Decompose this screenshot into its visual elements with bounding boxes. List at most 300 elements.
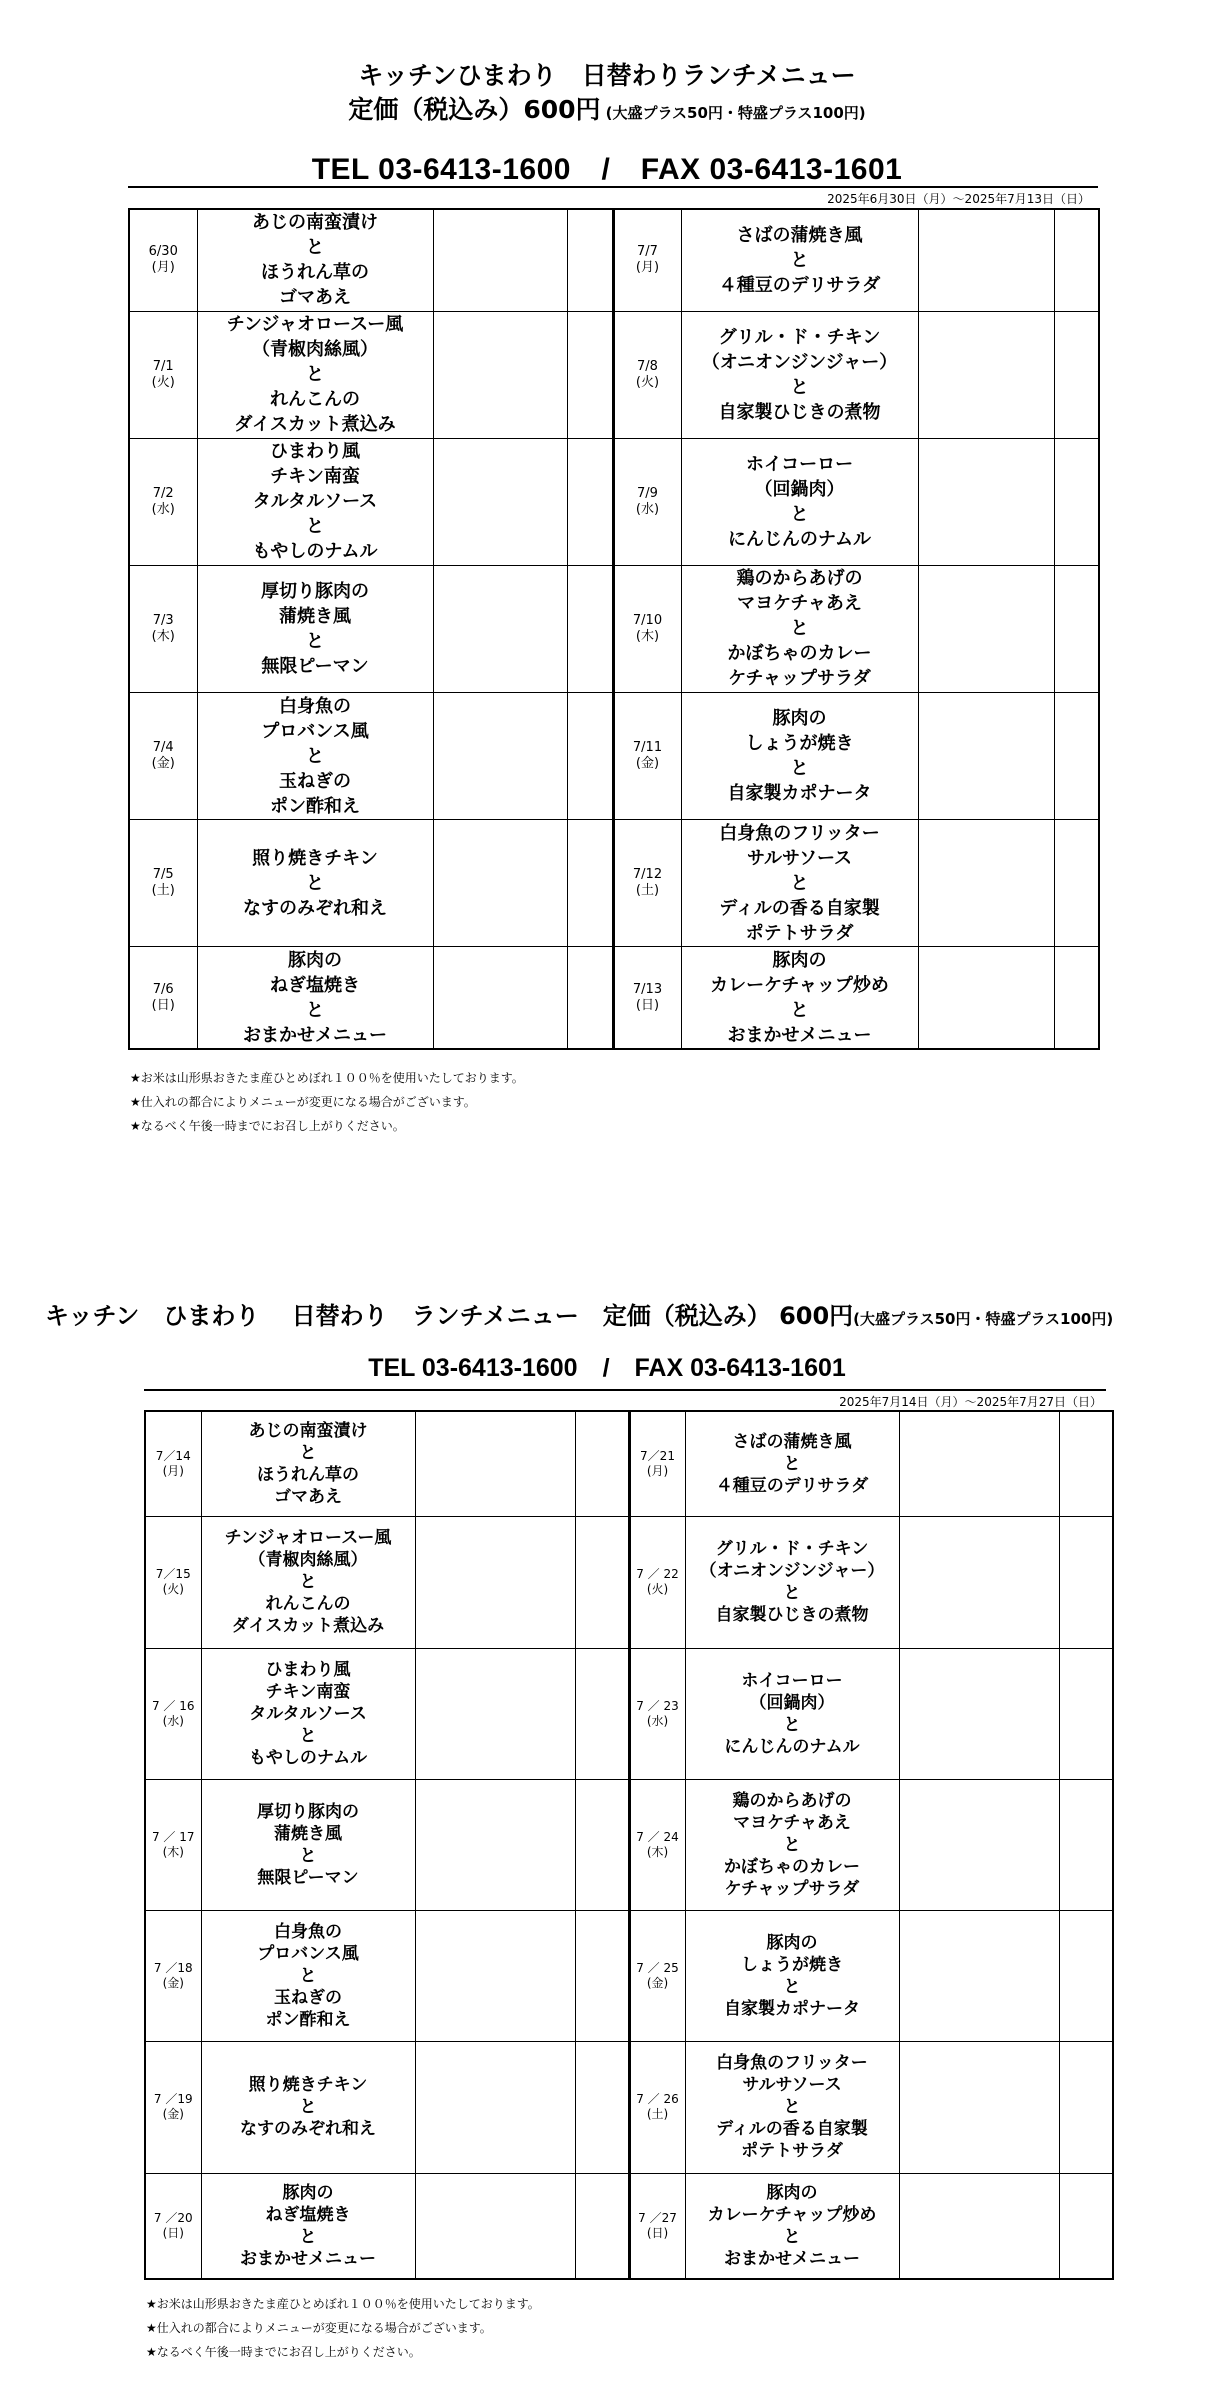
dish-line: と (306, 999, 324, 1021)
menu-row (145, 1779, 1113, 1910)
dish-line: 白身魚の (274, 1922, 342, 1943)
blank-cell (415, 1779, 575, 1910)
blank-cell (433, 947, 567, 1049)
date-label: 7/10 (632, 612, 663, 628)
weekday-label: (日) (635, 997, 660, 1013)
dish-line: おまかせメニュー (727, 1024, 872, 1046)
dish-cell (681, 438, 918, 565)
date-label: 7/2 (152, 485, 174, 501)
dish-line: かぼちゃのカレー (724, 1856, 860, 1877)
dish-line: もやしのナムル (248, 1747, 368, 1768)
dish-line: なすのみぞれ和え (240, 2119, 376, 2140)
dish-line: （オニオンジンジャー） (699, 1561, 885, 1582)
blank-cell (415, 1648, 575, 1779)
dish-cell (681, 947, 918, 1049)
menu-row (129, 565, 1099, 692)
weekday-label: (日) (646, 2225, 669, 2240)
date-cell (629, 1517, 685, 1648)
dish-line: と (299, 1845, 317, 1866)
dish-line: 豚肉の (288, 949, 342, 971)
dish-line: ホイコーロー (745, 453, 854, 475)
weekday-label: (水) (151, 501, 175, 517)
blank-cell (433, 311, 567, 438)
blank-cell (899, 1911, 1059, 2042)
date-label: 6/30 (148, 244, 178, 260)
menu2-tel: TEL 03-6413-1600 / FAX 03-6413-1601 (368, 1354, 846, 1382)
date-cell (129, 947, 197, 1049)
dish-cell (197, 947, 433, 1049)
dish-line: サルサソース (742, 2075, 842, 2096)
date-label: 7／15 (155, 1567, 191, 1582)
menu2-table (144, 1410, 1114, 2280)
dish-line: と (299, 2097, 317, 2118)
dish-line: 豚肉の (772, 949, 827, 971)
dish-line: ひまわり風 (270, 441, 360, 463)
date-cell (629, 1911, 685, 2042)
menu1-note: ★なるべく午後一時までにお召し上がりください。 (130, 1119, 405, 1133)
dish-line: 自家製ひじきの煮物 (715, 1605, 869, 1626)
blank-cell (918, 209, 1054, 311)
date-label: 7 ／ 22 (636, 1567, 679, 1582)
dish-cell (201, 1411, 415, 1517)
blank-cell (567, 209, 613, 311)
dish-line: と (299, 1443, 317, 1464)
menu1-notes (130, 1066, 524, 1138)
date-label: 7/5 (152, 867, 174, 883)
menu2-note: ★お米は山形県おきたま産ひとめぼれ１００％を使用いたしております。 (146, 2297, 540, 2311)
dish-line: あじの南蛮漬け (248, 1421, 368, 1442)
date-cell (613, 438, 681, 565)
date-label: 7 ／ 16 (151, 1698, 195, 1713)
menu2-title: キッチン ひまわり 日替わり ランチメニュー 定価（税込み） 600円 (45, 1302, 854, 1330)
dish-line: と (306, 630, 324, 652)
dish-line: ひまわり風 (265, 1659, 351, 1680)
dish-line: 豚肉の (282, 2182, 334, 2203)
dish-line: 玉ねぎの (279, 770, 351, 792)
weekday-label: (土) (635, 883, 660, 899)
dish-cell (201, 2173, 415, 2279)
blank-cell (567, 565, 613, 692)
dish-cell (201, 1517, 415, 1648)
dish-line: と (783, 1714, 801, 1735)
dish-line: 玉ねぎの (274, 1988, 342, 2009)
dish-line: と (306, 745, 324, 767)
menu2-note: ★なるべく午後一時までにお召し上がりください。 (146, 2345, 421, 2359)
date-cell (629, 2173, 685, 2279)
menu-row (145, 1517, 1113, 1648)
weekday-label: (木) (151, 628, 175, 644)
date-label: 7/1 (152, 358, 174, 374)
menu1-title: キッチンひまわり 日替わりランチメニュー (358, 61, 856, 90)
blank-cell (918, 438, 1054, 565)
menu-row (129, 209, 1099, 311)
dish-line: 無限ピーマン (261, 655, 369, 677)
menu-row (145, 2042, 1113, 2173)
dish-line: 白身魚のフリッター (719, 822, 880, 844)
dish-cell (685, 1411, 899, 1517)
dish-line: あじの南蛮漬け (252, 212, 378, 234)
dish-line: チンジャオロースー風 (224, 1528, 392, 1549)
dish-line: おまかせメニュー (240, 2248, 376, 2269)
dish-line: 豚肉の (766, 2182, 818, 2203)
dish-line: ほうれん草の (261, 262, 369, 284)
blank-cell (918, 692, 1054, 819)
date-cell (629, 1779, 685, 1910)
dish-line: 白身魚の (279, 695, 351, 717)
dish-cell (685, 2173, 899, 2279)
dish-line: おまかせメニュー (243, 1024, 387, 1046)
date-label: 7/7 (637, 244, 658, 260)
dish-line: ４種豆のデリサラダ (718, 274, 881, 296)
dish-line: と (783, 1583, 801, 1604)
blank-cell (415, 1411, 575, 1517)
dish-cell (201, 2042, 415, 2173)
blank-cell (567, 311, 613, 438)
dish-line: 厚切り豚肉の (257, 1801, 359, 1822)
dish-line: ダイスカット煮込み (234, 414, 396, 436)
weekday-label: (金) (151, 756, 175, 771)
blank-cell (899, 1411, 1059, 1517)
dish-line: しょうが焼き (741, 1955, 843, 1976)
menu1-price: 定価（税込み）600円 (348, 95, 601, 124)
blank-cell (1054, 209, 1099, 311)
date-label: 7／21 (640, 1449, 675, 1464)
dish-line: 自家製カポナータ (724, 1999, 860, 2020)
date-label: 7/6 (152, 981, 174, 997)
menu2-notes (146, 2292, 540, 2364)
date-cell (145, 1411, 201, 1517)
dish-line: 豚肉の (766, 1933, 818, 1954)
dish-line: プロバンス風 (257, 1944, 359, 1965)
dish-line: 鶏のからあげの (736, 568, 863, 590)
date-label: 7/3 (152, 612, 174, 628)
blank-cell (1054, 692, 1099, 819)
dish-cell (197, 311, 433, 438)
blank-cell (899, 2173, 1059, 2279)
weekday-label: (木) (162, 1844, 184, 1859)
menu1-rule (128, 186, 1098, 188)
menu-row (129, 311, 1099, 438)
dish-line: おまかせメニュー (724, 2248, 860, 2269)
dish-line: 無限ピーマン (257, 1867, 359, 1888)
dish-line: ゴマあえ (279, 287, 351, 309)
weekday-label: (月) (635, 260, 660, 276)
weekday-label: (月) (162, 1464, 184, 1479)
dish-cell (681, 565, 918, 692)
blank-cell (433, 565, 567, 692)
dish-line: （回鍋肉） (754, 478, 845, 500)
date-cell (145, 1911, 201, 2042)
dish-line: なすのみぞれ和え (243, 897, 387, 919)
menu1-date-range: 2025年6月30日（月）～2025年7月13日（日） (827, 192, 1090, 206)
dish-line: ゴマあえ (274, 1487, 342, 1508)
date-cell (613, 692, 681, 819)
dish-line: ４種豆のデリサラダ (715, 1476, 869, 1497)
blank-cell (433, 209, 567, 311)
dish-line: タルタルソース (252, 491, 378, 513)
blank-cell (1059, 1911, 1113, 2042)
dish-line: （オニオンジンジャー） (701, 351, 898, 373)
date-label: 7 ／ 25 (636, 1961, 679, 1976)
dish-line: チキン南蛮 (270, 466, 360, 488)
blank-cell (1059, 2042, 1113, 2173)
menu2-note: ★仕入れの都合によりメニューが変更になる場合がございます。 (146, 2321, 492, 2335)
blank-cell (567, 438, 613, 565)
dish-line: 厚切り豚肉の (261, 580, 369, 602)
blank-cell (575, 1779, 629, 1910)
weekday-label: (水) (162, 1713, 184, 1728)
date-cell (613, 947, 681, 1049)
weekday-label: (日) (151, 997, 175, 1013)
dish-line: 照り焼きチキン (252, 847, 378, 869)
dish-line: と (790, 758, 809, 779)
dish-line: グリル・ド・チキン (718, 326, 881, 348)
dish-line: と (299, 1572, 317, 1593)
dish-cell (197, 209, 433, 311)
blank-cell (1054, 820, 1099, 947)
dish-line: マヨケチャあえ (737, 593, 862, 615)
weekday-label: (木) (635, 628, 660, 644)
dish-cell (201, 1911, 415, 2042)
dish-line: 自家製ひじきの煮物 (718, 401, 881, 423)
date-cell (145, 1779, 201, 1910)
dish-line: 白身魚のフリッター (716, 2053, 868, 2074)
blank-cell (575, 1517, 629, 1648)
date-label: 7/11 (632, 740, 663, 755)
weekday-label: (火) (162, 1582, 184, 1597)
menu2-title-line (45, 1296, 1113, 1331)
date-label: 7 ／20 (153, 2210, 193, 2225)
date-cell (129, 565, 197, 692)
dish-line: 鶏のからあげの (732, 1790, 852, 1811)
dish-line: グリル・ド・チキン (715, 1539, 869, 1560)
date-cell (629, 1648, 685, 1779)
blank-cell (899, 2042, 1059, 2173)
date-cell (129, 438, 197, 565)
date-label: 7 ／ 26 (636, 2092, 679, 2107)
dish-line: ねぎ塩焼き (265, 2204, 351, 2225)
weekday-label: (日) (162, 2225, 184, 2240)
dish-line: チキン南蛮 (265, 1681, 351, 1702)
dish-line: と (299, 2226, 317, 2247)
dish-line: と (790, 872, 809, 894)
dish-line: ポン酢和え (270, 795, 360, 817)
blank-cell (1054, 947, 1099, 1049)
dish-cell (197, 820, 433, 947)
dish-line: ポテトサラダ (741, 2141, 843, 2162)
blank-cell (899, 1648, 1059, 1779)
dish-line: にんじんのナムル (724, 1736, 860, 1757)
menu1-note: ★仕入れの都合によりメニューが変更になる場合がございます。 (130, 1095, 476, 1109)
date-label: 7 ／18 (153, 1961, 193, 1976)
menu1-table (128, 208, 1100, 1050)
date-label: 7/8 (637, 358, 658, 374)
dish-line: と (306, 516, 324, 538)
dish-line: と (790, 376, 809, 398)
dish-cell (685, 2042, 899, 2173)
dish-line: もやしのナムル (252, 541, 378, 563)
weekday-label: (金) (646, 1976, 669, 1991)
weekday-label: (水) (635, 501, 660, 517)
dish-line: と (790, 503, 809, 525)
blank-cell (567, 692, 613, 819)
dish-cell (685, 1648, 899, 1779)
dish-line: タルタルソース (249, 1703, 367, 1724)
dish-line: ケチャップサラダ (724, 1878, 860, 1899)
dish-line: さばの蒲焼き風 (736, 224, 863, 246)
dish-line: （回鍋肉） (749, 1692, 835, 1713)
dish-line: ケチャップサラダ (728, 668, 871, 690)
date-cell (613, 311, 681, 438)
date-cell (145, 2173, 201, 2279)
date-cell (613, 565, 681, 692)
dish-line: と (299, 1966, 317, 1987)
dish-line: さばの蒲焼き風 (732, 1432, 852, 1453)
date-cell (129, 692, 197, 819)
menu-row (129, 820, 1099, 947)
date-cell (629, 2042, 685, 2173)
blank-cell (567, 820, 613, 947)
menu1-tel: TEL 03-6413-1600 / FAX 03-6413-1601 (311, 153, 903, 186)
dish-line: 豚肉の (772, 708, 827, 729)
date-cell (145, 1648, 201, 1779)
date-label: 7 ／19 (153, 2092, 193, 2107)
dish-line: と (783, 1454, 801, 1475)
dish-line: カレーケチャップ炒め (707, 2204, 877, 2225)
blank-cell (575, 1648, 629, 1779)
dish-line: ポテトサラダ (745, 922, 854, 944)
blank-cell (433, 820, 567, 947)
dish-cell (197, 438, 433, 565)
weekday-label: (土) (646, 2107, 669, 2122)
date-label: 7/9 (637, 485, 658, 501)
weekday-label: (月) (151, 260, 175, 276)
menu1-price-note: (大盛プラス50円・特盛プラス100円) (605, 104, 866, 122)
weekday-label: (木) (646, 1844, 669, 1859)
date-cell (129, 820, 197, 947)
dish-line: カレーケチャップ炒め (710, 974, 889, 996)
dish-line: ホイコーロー (741, 1670, 843, 1691)
date-label: 7/13 (632, 981, 663, 997)
dish-line: （青椒肉絲風） (248, 1550, 368, 1571)
dish-line: チンジャオロースー風 (226, 314, 404, 336)
dish-line: と (306, 364, 324, 386)
dish-line: と (790, 618, 809, 640)
dish-line: マヨケチャあえ (733, 1812, 851, 1833)
weekday-label: (土) (151, 883, 175, 899)
blank-cell (575, 2173, 629, 2279)
dish-line: と (306, 237, 324, 259)
blank-cell (567, 947, 613, 1049)
weekday-label: (金) (162, 2107, 184, 2122)
weekday-label: (水) (646, 1713, 669, 1728)
menu-row (145, 2173, 1113, 2279)
blank-cell (415, 2173, 575, 2279)
blank-cell (1059, 1411, 1113, 1517)
date-label: 7/12 (632, 867, 663, 883)
menu2-date-range: 2025年7月14日（月）～2025年7月27日（日） (839, 1395, 1102, 1409)
date-cell (145, 1517, 201, 1648)
dish-line: と (790, 249, 809, 271)
blank-cell (918, 820, 1054, 947)
dish-cell (681, 311, 918, 438)
dish-line: プロバンス風 (261, 720, 369, 742)
date-label: 7 ／ 23 (636, 1698, 679, 1713)
dish-line: と (783, 2097, 801, 2118)
dish-line: と (306, 872, 324, 894)
weekday-label: (火) (646, 1582, 669, 1597)
blank-cell (433, 692, 567, 819)
dish-line: （青椒肉絲風） (252, 339, 378, 361)
date-cell (613, 209, 681, 311)
dish-cell (685, 1911, 899, 2042)
dish-line: れんこんの (270, 389, 360, 411)
dish-cell (197, 692, 433, 819)
blank-cell (575, 1911, 629, 2042)
weekday-label: (月) (646, 1464, 669, 1479)
dish-line: ねぎ塩焼き (270, 974, 360, 996)
menu-row (145, 1411, 1113, 1517)
dish-line: れんこんの (265, 1594, 351, 1615)
dish-line: ディルの香る自家製 (716, 2119, 868, 2140)
menu-row (129, 438, 1099, 565)
blank-cell (1059, 1779, 1113, 1910)
weekday-label: (金) (635, 756, 660, 771)
blank-cell (575, 2042, 629, 2173)
blank-cell (433, 438, 567, 565)
dish-line: ダイスカット煮込み (231, 1616, 385, 1637)
dish-cell (681, 692, 918, 819)
menu2-rule (144, 1389, 1106, 1391)
dish-line: サルサソース (746, 847, 853, 869)
weekday-label: (金) (162, 1976, 184, 1991)
blank-cell (415, 1911, 575, 2042)
dish-line: ポン酢和え (265, 2010, 351, 2031)
date-label: 7 ／27 (638, 2210, 677, 2225)
menu-row (129, 692, 1099, 819)
dish-line: と (783, 1834, 801, 1855)
blank-cell (899, 1517, 1059, 1648)
date-label: 7/4 (152, 740, 174, 755)
dish-line: と (783, 2226, 801, 2247)
dish-cell (681, 209, 918, 311)
blank-cell (1059, 1648, 1113, 1779)
dish-line: ほうれん草の (257, 1465, 359, 1486)
menu1-price-line (0, 90, 1214, 126)
blank-cell (918, 565, 1054, 692)
blank-cell (415, 2042, 575, 2173)
dish-cell (201, 1779, 415, 1910)
dish-line: 蒲焼き風 (274, 1823, 342, 1844)
dish-cell (197, 565, 433, 692)
blank-cell (918, 947, 1054, 1049)
blank-cell (575, 1411, 629, 1517)
dish-line: と (299, 1725, 317, 1746)
blank-cell (899, 1779, 1059, 1910)
dish-line: 自家製カポナータ (727, 783, 872, 804)
blank-cell (1054, 565, 1099, 692)
date-cell (145, 2042, 201, 2173)
dish-line: しょうが焼き (745, 733, 854, 754)
dish-line: 照り焼きチキン (248, 2075, 368, 2096)
date-label: 7 ／ 17 (151, 1829, 195, 1844)
blank-cell (415, 1517, 575, 1648)
date-cell (129, 311, 197, 438)
weekday-label: (火) (635, 374, 660, 390)
dish-cell (685, 1517, 899, 1648)
blank-cell (1054, 438, 1099, 565)
menu-row (145, 1648, 1113, 1779)
